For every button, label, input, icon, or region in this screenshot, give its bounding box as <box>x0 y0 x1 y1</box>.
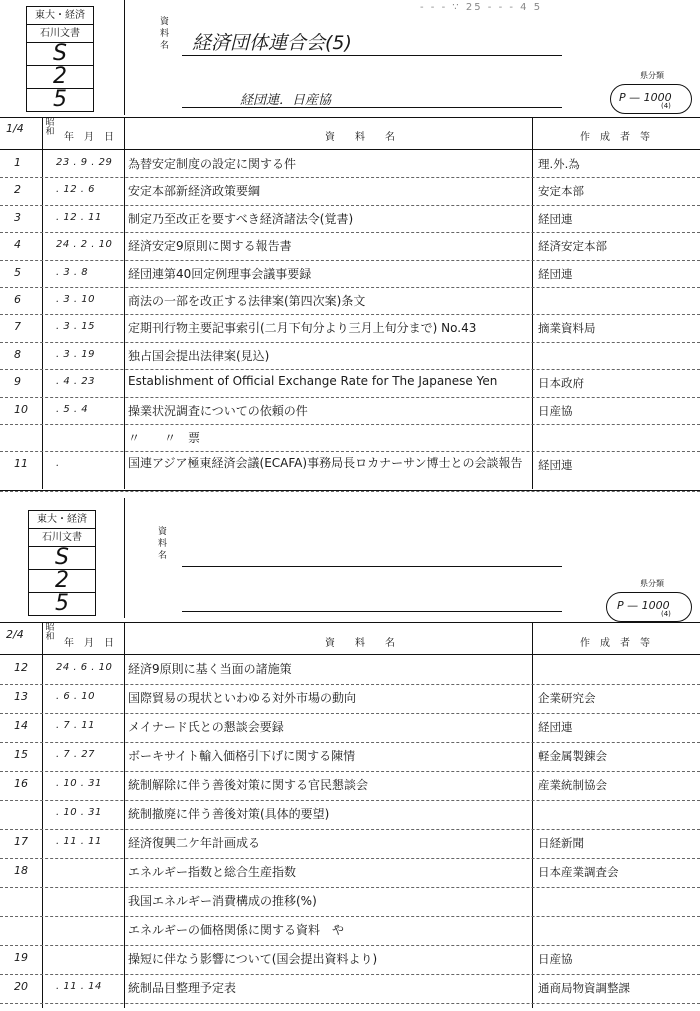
row-date: . 7 . 11 <box>56 720 95 731</box>
class-code-2: P — 1000 <box>617 599 670 612</box>
row-divider <box>0 800 700 801</box>
row-author: 企業研究会 <box>538 691 596 705</box>
row-author: 通商局物資調整課 <box>538 981 630 995</box>
class-sub-2: (4) <box>661 610 671 618</box>
row-author: 経団連 <box>538 211 573 226</box>
row-date: . 10 . 31 <box>56 807 102 818</box>
row-divider <box>0 424 700 425</box>
archive-stamp-2 <box>28 510 96 616</box>
row-name: 統制品目整理予定表 <box>128 981 237 995</box>
class-sub: (4) <box>661 102 671 110</box>
row-author: 日産協 <box>538 952 573 966</box>
stamp-line-2: 石川文書 <box>29 529 95 547</box>
row-name: 国連アジア極東経済会議(ECAFA)事務局長ロカナーサン博士との会談報告 <box>128 456 523 471</box>
row-author: 軽金属製錬会 <box>538 749 607 763</box>
row-name: 経済復興二ケ年計画成る <box>128 836 261 850</box>
class-label-2: 県分類 <box>640 579 664 588</box>
row-date: 23 . 9 . 29 <box>56 157 113 168</box>
archive-stamp <box>26 6 94 112</box>
row-author: 経済安定本部 <box>538 239 607 254</box>
header-name: 資 料 名 <box>325 132 395 143</box>
row-date: . 10 . 31 <box>56 778 102 789</box>
stamp-n2: 2 <box>29 570 95 593</box>
row-divider <box>0 771 700 772</box>
row-number: 17 <box>14 835 28 848</box>
row-name: 独占国会提出法律案(見込) <box>128 348 270 363</box>
row-divider <box>0 974 700 975</box>
row-number: 18 <box>14 864 28 877</box>
row-date: . 5 . 4 <box>56 403 89 415</box>
row-date: . 11 . 11 <box>56 836 102 847</box>
stamp-line-1: 東大・経済 <box>29 511 95 529</box>
row-date: 24 . 6 . 10 <box>56 662 113 673</box>
row-number: 13 <box>14 690 28 703</box>
row-name: 安定本部新経済政策要綱 <box>128 184 261 199</box>
row-date: . 3 . 19 <box>56 348 95 360</box>
row-divider <box>0 887 700 888</box>
row-date: 24 . 2 . 10 <box>56 239 113 251</box>
page-number-1: 1/4 <box>6 122 24 135</box>
row-number: 20 <box>14 980 28 993</box>
row-date: . 4 . 23 <box>56 376 95 388</box>
row-name: 為替安定制度の設定に関する件 <box>128 157 297 171</box>
row-divider <box>0 369 700 370</box>
row-author: 摘業資料局 <box>538 321 596 336</box>
header-name-2: 資 料 名 <box>325 638 395 649</box>
row-divider <box>0 491 700 492</box>
row-divider <box>0 742 700 743</box>
row-author: 経団連 <box>538 458 573 473</box>
class-code: P — 1000 <box>619 91 672 104</box>
row-name: 定期刊行物主要記事索引(二月下旬分より三月上旬分まで) No.43 <box>128 321 477 336</box>
row-date: . 3 . 10 <box>56 294 95 305</box>
row-name: エネルギーの価格関係に関する資料 や <box>128 923 345 937</box>
header-author: 作 成 者 等 <box>580 132 650 143</box>
row-number: 3 <box>14 210 21 224</box>
row-divider <box>0 205 700 206</box>
row-divider <box>0 713 700 714</box>
header-era: 昭和 <box>45 118 55 137</box>
row-author: 日本産業調査会 <box>538 865 619 879</box>
row-number: 8 <box>14 347 21 361</box>
page-number-2: 2/4 <box>6 628 24 641</box>
row-number: 11 <box>14 457 28 471</box>
document-subtitle: 経団連．日産協 <box>240 93 332 108</box>
row-number: 16 <box>14 777 28 790</box>
row-date: . 12 . 11 <box>56 211 102 223</box>
stamp-n5: 5 <box>55 591 69 616</box>
row-divider <box>0 1003 700 1004</box>
row-number: 1 <box>14 156 21 169</box>
stamp-s: S <box>29 547 95 570</box>
row-name: エネルギー指数と総合生産指数 <box>128 865 297 879</box>
row-name: 操業状況調査についての依頼の件 <box>128 403 308 418</box>
top-mark: - - - ∵ 25 - - - 4 5 <box>420 2 543 13</box>
row-name: 国際貿易の現状といわゆる対外市場の動向 <box>128 691 357 705</box>
row-author: 日産協 <box>538 403 573 418</box>
row-date: . 3 . 8 <box>56 266 89 278</box>
stamp-n5: 5 <box>53 87 67 112</box>
row-name: 我国エネルギー消費構成の推移(%) <box>128 894 317 908</box>
row-author: 日本政府 <box>538 376 584 391</box>
stamp-s: S <box>27 43 93 66</box>
row-number: 5 <box>14 265 21 279</box>
row-divider <box>0 287 700 288</box>
document-title: 経済団体連合会(5) <box>192 32 352 54</box>
header-author-2: 作 成 者 等 <box>580 638 650 649</box>
stamp-line-2: 石川文書 <box>27 25 93 43</box>
row-number: 7 <box>14 320 21 334</box>
row-divider <box>0 684 700 685</box>
row-name: 経団連第40回定例理事会議事要録 <box>128 266 312 281</box>
row-name: 統制撤廃に伴う善後対策(具体的要望) <box>128 807 330 821</box>
row-divider <box>0 260 700 261</box>
row-name: 操短に伴なう影響について(国会提出資料より) <box>128 952 378 966</box>
class-label: 県分類 <box>640 71 664 80</box>
row-divider <box>0 829 700 830</box>
row-divider <box>0 342 700 343</box>
row-number: 10 <box>14 402 28 416</box>
row-number: 2 <box>14 183 21 197</box>
row-divider <box>0 314 700 315</box>
title-label-2: 資 料 名 <box>158 527 168 561</box>
row-divider <box>0 916 700 917</box>
row-author: 安定本部 <box>538 184 584 199</box>
row-name: メイナード氏との懇談会要録 <box>128 720 284 734</box>
row-divider <box>0 858 700 859</box>
row-name: 経済安定9原則に関する報告書 <box>128 239 292 254</box>
header-era-2: 昭和 <box>45 623 55 642</box>
row-author: 経団連 <box>538 266 573 281</box>
row-name: 商法の一部を改正する法律案(第四次案)条文 <box>128 294 366 308</box>
row-date: . <box>56 458 60 470</box>
row-number: 4 <box>14 238 21 252</box>
classification-oval-2 <box>606 592 692 622</box>
title-label: 資 料 名 <box>160 17 170 51</box>
row-number: 15 <box>14 748 28 761</box>
row-name: Establishment of Official Exchange Rate for The Japanese Yen <box>128 374 498 389</box>
row-author: 産業統制協会 <box>538 778 607 792</box>
stamp-n2: 2 <box>27 66 93 89</box>
row-name: 経済9原則に基く当面の諸施策 <box>128 662 292 676</box>
classification-oval <box>610 84 692 114</box>
row-name: 制定乃至改正を要すべき経済諸法令(覚書) <box>128 211 354 226</box>
row-divider <box>0 945 700 946</box>
row-number: 6 <box>14 293 21 306</box>
row-author: 経団連 <box>538 720 573 734</box>
row-number: 19 <box>14 951 28 964</box>
row-number: 9 <box>14 375 21 389</box>
row-number: 12 <box>14 661 28 674</box>
row-divider <box>0 177 700 178</box>
header-ymd: 年 月 日 <box>64 132 114 143</box>
row-number: 14 <box>14 719 28 732</box>
row-date: . 12 . 6 <box>56 184 95 196</box>
stamp-line-1: 東大・経済 <box>27 7 93 25</box>
row-date: . 7 . 27 <box>56 749 95 760</box>
row-divider <box>0 451 700 452</box>
row-date: . 11 . 14 <box>56 981 102 992</box>
row-name: 〃 〃 票 <box>128 431 201 445</box>
row-author: 日経新聞 <box>538 836 584 850</box>
row-name: 統制解除に伴う善後対策に関する官民懇談会 <box>128 778 369 792</box>
row-date: . 6 . 10 <box>56 691 95 702</box>
header-ymd-2: 年 月 日 <box>64 638 114 649</box>
row-name: ボーキサイト輸入価格引下げに関する陳情 <box>128 749 356 763</box>
row-author: 理.外.為 <box>538 157 580 171</box>
row-divider <box>0 232 700 233</box>
row-divider <box>0 397 700 398</box>
row-date: . 3 . 15 <box>56 321 95 333</box>
